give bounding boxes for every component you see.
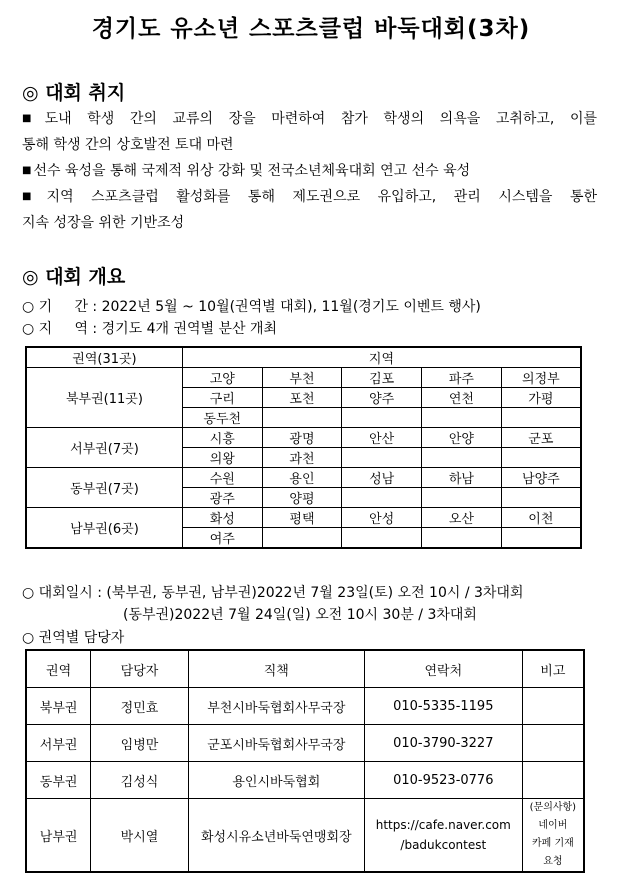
region-city-cell: 수원 [182,468,262,488]
cell-title: 군포시바둑협회사무국장 [188,725,364,762]
square-bullet-icon: ■ [22,113,43,124]
region-city-cell: 용인 [262,468,342,488]
region-group-name: 남부권(6곳) [26,508,182,549]
region-city-cell: 포천 [262,388,342,408]
cell-region: 서부권 [26,725,91,762]
region-city-cell [501,448,581,468]
region-city-cell [501,488,581,508]
region-group-name: 서부권(7곳) [26,428,182,468]
region-city-cell: 광주 [182,488,262,508]
region-city-cell [501,408,581,428]
note-line: 요청 [543,856,563,867]
region-city-cell: 과천 [262,448,342,468]
header-note: 비고 [522,650,584,688]
cell-contact: 010-3790-3227 [364,725,522,762]
header-region: 권역 [26,650,91,688]
region-city-cell: 부천 [262,368,342,388]
region-city-cell [342,528,422,549]
region-label: ○ 지 역 : [22,321,98,337]
region-city-cell: 의왕 [182,448,262,468]
region-city-cell: 여주 [182,528,262,549]
cell-note [522,799,584,873]
schedule-line-2: (동부권)2022년 7월 24일(일) 오전 10시 30분 / 3차대회 [123,607,477,623]
region-city-cell: 김포 [342,368,422,388]
cell-person: 정민효 [91,688,189,725]
region-city-cell: 의정부 [501,368,581,388]
page-title: 경기도 유소년 스포츠클럽 바둑대회(3차) [91,16,531,42]
note-line: 네이버 [538,820,568,831]
region-city-cell: 이천 [501,508,581,528]
region-city-cell: 양평 [262,488,342,508]
region-city-cell: 군포 [501,428,581,448]
region-header-zone: 권역(31곳) [26,347,182,368]
purpose-item-3: ■ 지역 스포츠클럽 활성화를 통해 제도권으로 유입하고, 관리 시스템을 통한 [22,189,597,205]
header-title: 직책 [188,650,364,688]
region-city-cell: 구리 [182,388,262,408]
region-city-cell [422,408,502,428]
purpose-list [22,106,597,236]
purpose-heading: ◎ 대회 취지 [22,82,126,104]
header-person: 담당자 [91,650,189,688]
square-bullet-icon: ■ [22,165,32,176]
contact-table [25,649,585,873]
region-value: 경기도 4개 권역별 분산 개최 [101,321,278,337]
region-city-cell [422,528,502,549]
region-city-cell: 평택 [262,508,342,528]
cell-note [522,762,584,799]
region-city-cell: 성남 [342,468,422,488]
purpose-item-1: ■ 도내 학생 간의 교류의 장을 마련하여 참가 학생의 의욕을 고취하고, 이를 [22,111,597,127]
region-city-cell [262,408,342,428]
cell-note [522,688,584,725]
contact-header-row [26,650,584,688]
period-line [22,296,481,316]
note-line: 카페 기재 [531,838,574,849]
square-bullet-icon: ■ [22,191,45,202]
region-header-area: 지역 [182,347,581,368]
region-city-cell: 고양 [182,368,262,388]
cell-region: 동부권 [26,762,91,799]
region-city-cell: 동두천 [182,408,262,428]
table-row [26,799,584,873]
cell-person: 박시열 [91,799,189,873]
cafe-url-line-2[interactable]: /badukcontest [400,838,487,852]
table-row [26,368,581,388]
region-city-cell: 안양 [422,428,502,448]
region-city-cell: 남양주 [501,468,581,488]
region-city-cell [342,448,422,468]
region-city-cell [342,408,422,428]
region-city-cell: 시흥 [182,428,262,448]
table-row [26,468,581,488]
cell-contact[interactable] [364,799,522,873]
region-header-row [26,347,581,368]
region-city-cell: 파주 [422,368,502,388]
region-city-cell: 양주 [342,388,422,408]
region-group-name: 동부권(7곳) [26,468,182,508]
period-label: ○ 기 간 : [22,299,98,315]
purpose-item-1-cont: 통해 학생 간의 상호발전 토대 마련 [22,137,234,153]
region-city-cell: 안산 [342,428,422,448]
purpose-item-3-cont: 지속 성장을 위한 기반조성 [22,215,185,231]
cell-title: 부천시바둑협회사무국장 [188,688,364,725]
cafe-url-line-1[interactable]: https://cafe.naver.com [375,818,511,832]
region-line [22,318,277,338]
table-row [26,508,581,528]
cell-title: 용인시바둑협회 [188,762,364,799]
region-city-cell: 오산 [422,508,502,528]
region-city-cell: 하남 [422,468,502,488]
cell-contact: 010-5335-1195 [364,688,522,725]
cell-title: 화성시유소년바둑연맹회장 [188,799,364,873]
region-city-cell: 가평 [501,388,581,408]
cell-person: 임병만 [91,725,189,762]
region-city-cell [501,528,581,549]
table-row [26,428,581,448]
region-city-cell [422,448,502,468]
region-city-cell [262,528,342,549]
region-group-name: 북부권(11곳) [26,368,182,428]
cell-person: 김성식 [91,762,189,799]
schedule-line-1: ○ 대회일시 : (북부권, 동부권, 남부권)2022년 7월 23일(토) 오전 10시 / 3차대회 [22,585,524,601]
table-row [26,762,584,799]
region-city-cell: 화성 [182,508,262,528]
header-contact: 연락처 [364,650,522,688]
overview-heading: ◎ 대회 개요 [22,266,126,288]
region-city-cell: 광명 [262,428,342,448]
cell-contact: 010-9523-0776 [364,762,522,799]
contacts-heading: ○ 권역별 담당자 [22,630,125,646]
purpose-item-2: ■ 선수 육성을 통해 국제적 위상 강화 및 전국소년체육대회 연고 선수 육성 [22,163,471,179]
cell-note [522,725,584,762]
region-table [25,346,582,549]
table-row [26,725,584,762]
table-row [26,688,584,725]
cell-region: 남부권 [26,799,91,873]
cell-region: 북부권 [26,688,91,725]
note-line: (문의사항) [529,802,577,813]
region-city-cell: 연천 [422,388,502,408]
period-value: 2022년 5월 ~ 10월(권역별 대회), 11월(경기도 이벤트 행사) [101,299,481,315]
region-city-cell: 안성 [342,508,422,528]
region-city-cell [422,488,502,508]
region-city-cell [342,488,422,508]
